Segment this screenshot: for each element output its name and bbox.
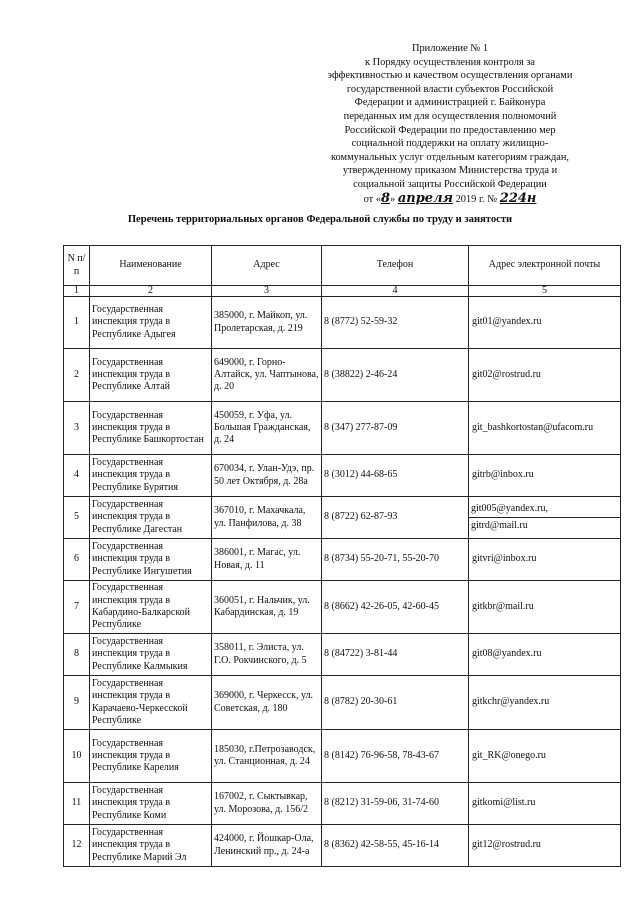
row-phone: 8 (8722) 62-87-93 <box>322 497 469 539</box>
row-phone: 8 (8772) 52-59-32 <box>322 297 469 349</box>
header-number: N п/п <box>64 246 90 286</box>
row-name: Государственная инспекция труда в Республике Адыгея <box>90 297 212 349</box>
row-email: git12@rostrud.ru <box>469 825 621 867</box>
row-name: Государственная инспекция труда в Кабардино-Балкарской Республике <box>90 581 212 634</box>
row-number: 8 <box>64 634 90 676</box>
table-row <box>64 676 621 730</box>
row-name: Государственная инспекция труда в Республике Коми <box>90 783 212 825</box>
row-address: 367010, г. Махачкала, ул. Панфилова, д. 38 <box>212 497 322 539</box>
appendix-line: утвержденному приказом Министерства труда и <box>342 165 558 177</box>
row-email: gitkchr@yandex.ru <box>469 676 621 730</box>
appendix-line: государственной власти субъектов Российской <box>346 83 554 95</box>
appendix-line: к Порядку осуществления контроля за <box>365 56 535 68</box>
row-number: 7 <box>64 581 90 634</box>
row-phone: 8 (84722) 3-81-44 <box>322 634 469 676</box>
table-row <box>64 634 621 676</box>
row-email: git02@rostrud.ru <box>469 349 621 402</box>
header-phone: Телефон <box>322 246 469 286</box>
row-number: 5 <box>64 497 90 539</box>
row-number: 3 <box>64 402 90 455</box>
order-no-label: № <box>487 193 498 205</box>
row-number: 9 <box>64 676 90 730</box>
row-number: 12 <box>64 825 90 867</box>
order-day: 8 <box>380 190 391 206</box>
row-email: git005@yandex.ru, <box>469 501 620 518</box>
row-address: 386001, г. Магас, ул. Новая, д. 11 <box>212 539 322 581</box>
table-row <box>64 730 621 783</box>
row-number: 1 <box>64 297 90 349</box>
column-index: 5 <box>469 286 621 297</box>
row-address: 358011, г. Элиста, ул. Г.О. Рокчинского, д. 5 <box>212 634 322 676</box>
column-index: 2 <box>90 286 212 297</box>
appendix-line: социальной защиты Российской Федерации <box>353 178 547 190</box>
row-address: 450059, г. Уфа, ул. Большая Гражданская, д. 24 <box>212 402 322 455</box>
row-name: Государственная инспекция труда в Республике Алтай <box>90 349 212 402</box>
table-row <box>64 581 621 634</box>
agencies-table <box>63 245 621 867</box>
row-phone: 8 (8782) 20-30-61 <box>322 676 469 730</box>
order-date-line <box>300 192 600 207</box>
table-row <box>64 825 621 867</box>
row-phone: 8 (8212) 31-59-06, 31-74-60 <box>322 783 469 825</box>
row-address: 385000, г. Майкоп, ул. Пролетарская, д. 219 <box>212 297 322 349</box>
row-email-cell <box>469 497 621 539</box>
row-name: Государственная инспекция труда в Республике Дагестан <box>90 497 212 539</box>
row-phone: 8 (8734) 55-20-71, 55-20-70 <box>322 539 469 581</box>
row-email: git_RK@onego.ru <box>469 730 621 783</box>
column-index: 3 <box>212 286 322 297</box>
row-email: gitrb@inbox.ru <box>469 455 621 497</box>
row-name: Государственная инспекция труда в Республике Марий Эл <box>90 825 212 867</box>
row-number: 2 <box>64 349 90 402</box>
row-email: git01@yandex.ru <box>469 297 621 349</box>
row-email: git08@yandex.ru <box>469 634 621 676</box>
row-address: 424000, г. Йошкар-Ола, Ленинский пр., д. 24-а <box>212 825 322 867</box>
row-email: gitvri@inbox.ru <box>469 539 621 581</box>
row-phone: 8 (8662) 42-26-05, 42-60-45 <box>322 581 469 634</box>
header-name: Наименование <box>90 246 212 286</box>
row-phone: 8 (8362) 42-58-55, 45-16-14 <box>322 825 469 867</box>
header-email: Адрес электронной почты <box>469 246 621 286</box>
row-address: 369000, г. Черкесск, ул. Советская, д. 180 <box>212 676 322 730</box>
row-address: 185030, г.Петрозаводск, ул. Станционная, д. 24 <box>212 730 322 783</box>
row-phone: 8 (347) 277-87-09 <box>322 402 469 455</box>
row-name: Государственная инспекция труда в Карачаево-Черкесской Республике <box>90 676 212 730</box>
table-row <box>64 455 621 497</box>
row-name: Государственная инспекция труда в Республике Башкортостан <box>90 402 212 455</box>
row-number: 6 <box>64 539 90 581</box>
appendix-line: Российской Федерации по предоставлению мер <box>344 124 556 136</box>
order-mid: » <box>390 193 396 205</box>
table-row <box>64 349 621 402</box>
order-prefix: от « <box>363 193 381 205</box>
order-year: 2019 г. <box>455 193 485 205</box>
row-phone: 8 (3012) 44-68-65 <box>322 455 469 497</box>
row-number: 11 <box>64 783 90 825</box>
appendix-block <box>300 42 600 206</box>
row-email: gitkomi@list.ru <box>469 783 621 825</box>
appendix-line: социальной поддержки на оплату жилищно- <box>351 138 549 150</box>
appendix-line: Приложение № 1 <box>411 43 489 54</box>
table-row <box>64 497 621 539</box>
page-title: Перечень территориальных органов Федеральной службы по труду и занятости <box>127 214 513 225</box>
table-row <box>64 402 621 455</box>
row-address: 167002, г. Сыктывкар, ул. Морозова, д. 156/2 <box>212 783 322 825</box>
row-phone: 8 (38822) 2-46-24 <box>322 349 469 402</box>
row-phone: 8 (8142) 76-96-58, 78-43-67 <box>322 730 469 783</box>
table-row <box>64 297 621 349</box>
row-address: 670034, г. Улан-Удэ, пр. 50 лет Октября, д. 28а <box>212 455 322 497</box>
row-number: 10 <box>64 730 90 783</box>
row-name: Государственная инспекция труда в Республике Ингушетия <box>90 539 212 581</box>
table-header-row <box>64 246 621 286</box>
column-index-row <box>64 286 621 297</box>
column-index: 1 <box>64 286 90 297</box>
row-name: Государственная инспекция труда в Республике Бурятия <box>90 455 212 497</box>
header-address: Адрес <box>212 246 322 286</box>
order-number: 224н <box>499 190 537 206</box>
row-email: gitkbr@mail.ru <box>469 581 621 634</box>
appendix-line: коммунальных услуг отдельным категориям граждан, <box>330 151 570 163</box>
row-name: Государственная инспекция труда в Республике Калмыкия <box>90 634 212 676</box>
table-row <box>64 783 621 825</box>
order-month: апреля <box>397 190 453 206</box>
row-email-secondary: gitrd@mail.ru <box>471 520 528 531</box>
row-number: 4 <box>64 455 90 497</box>
row-address: 649000, г. Горно-Алтайск, ул. Чаптынова, д. 20 <box>212 349 322 402</box>
row-email: git_bashkortostan@ufacom.ru <box>469 402 621 455</box>
appendix-line: переданных им для осуществления полномочий <box>343 110 557 122</box>
table-row <box>64 539 621 581</box>
appendix-line: эффективностью и качеством осуществления органами <box>327 70 573 82</box>
row-address: 360051, г. Нальчик, ул. Кабардинская, д. 19 <box>212 581 322 634</box>
row-name: Государственная инспекция труда в Республике Карелия <box>90 730 212 783</box>
appendix-line: Федерации и администрацией г. Байконура <box>354 97 546 109</box>
column-index: 4 <box>322 286 469 297</box>
